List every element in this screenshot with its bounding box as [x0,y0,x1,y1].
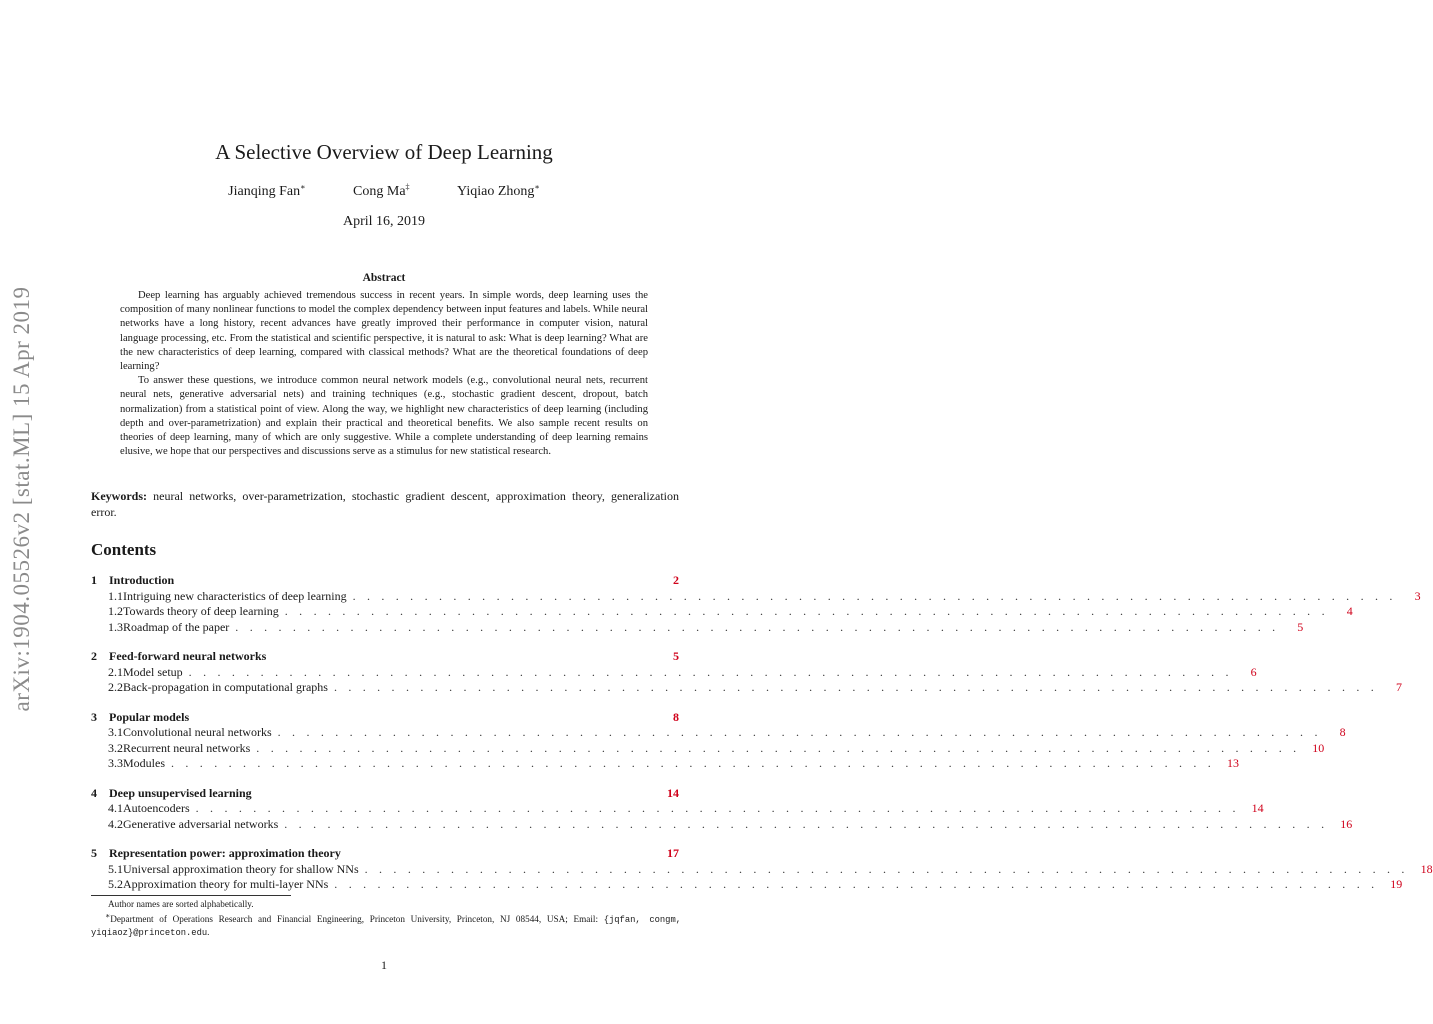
toc-leader-dots: . . . . . . . . . . . . . . . . . . . . . . . . . . . . . . . . . . . . . . . . . . . . . . . . . . . . . . . . . . . . . . . . . . . . . . . . . [256,740,1301,755]
toc-subsection[interactable] [91,756,1239,772]
toc-subsection-number: 2.1 [108,664,123,679]
toc-section[interactable] [91,573,679,589]
toc-page-link[interactable]: 14 [667,785,679,800]
toc-leader-dots: . . . . . . . . . . . . . . . . . . . . . . . . . . . . . . . . . . . . . . . . . . . . . . . . . . . . . . . . . . . . . . . . . . . . . . . . . [235,619,1280,634]
toc-section-number: 3 [91,709,97,724]
abstract-paragraph: Deep learning has arguably achieved tremendous success in recent years. In simple words, deep learning uses the composition of many nonlinear functions to model the complex dependency between input features and labels. While neural networks have a long history, recent advances have greatly improved their performance in computer vision, natural language processing, etc. From the statistical and scientific perspective, it is natural to ask: What is deep learning? What are the new characteristics of deep learning, compared with classical methods? What are the theoretical foundations of deep learning? [120,290,648,373]
toc-subsection-title: Recurrent neural networks [123,740,251,755]
toc-subsection-title: Autoencoders [123,801,190,815]
toc-section-group [91,709,1346,772]
toc-subsection-title: Back-propagation in computational graphs [123,680,328,694]
toc-leader-dots: . . . . . . . . . . . . . . . . . . . . . . . . . . . . . . . . . . . . . . . . . . . . . . . . . . . . . . . . . . . . . . . . . . . . . . . . . [188,664,1233,679]
toc-subsection-title: Towards theory of deep learning [123,604,279,618]
abstract-paragraph: To answer these questions, we introduce common neural network models (e.g., convolutional neural nets, recurrent neural nets, generative adversarial nets) and training techniques (e.g., stochastic gradient descent, dropout, batch normalization) from a statistical point of view. Along the way, we highlight new characteristics of deep learning (including depth and over-parametrization) and explain their practical and theoretical benefits. We also sample recent results on theories of deep learning, many of which are only suggestive. While a complete understanding of deep learning remains elusive, we hope that our perspectives and discussions serve as a stimulus for new statistical research. [120,375,648,458]
toc-subsection[interactable] [91,664,1257,681]
toc-leader-dots: . . . . . . . . . . . . . . . . . . . . . . . . . . . . . . . . . . . . . . . . . . . . . . . . . . . . . . . . . . . . . . . . . . . . . . . . . [277,725,1322,739]
toc-section-group [91,573,1421,635]
toc-page-link[interactable]: 8 [673,709,679,724]
toc-section-title: Representation power: approximation theory [109,846,341,860]
toc-section-group [91,785,1353,833]
toc-section[interactable] [91,649,679,665]
toc-subsection[interactable] [91,619,1304,636]
keywords-text: neural networks, over-parametrization, stochastic gradient descent, approximation theory, generalization error. [91,489,679,519]
toc-section[interactable] [91,786,679,802]
toc-subsection[interactable] [91,604,1353,620]
toc-page-link[interactable]: 10 [1312,740,1325,755]
toc-subsection[interactable] [91,740,1325,757]
toc-subsection-title: Roadmap of the paper [123,619,230,634]
keywords-label: Keywords: [91,489,147,503]
toc-leader-dots: . . . . . . . . . . . . . . . . . . . . . . . . . . . . . . . . . . . . . . . . . . . . . . . . . . . . . . . . . . . . . . . . . . . . . . . . . [333,680,1378,694]
toc-section-title: Deep unsupervised learning [109,785,252,800]
toc-subsection-title: Universal approximation theory for shallow NNs [123,861,359,876]
toc-subsection[interactable] [91,861,1433,878]
page-number: 1 [381,958,387,972]
toc-leader-dots: . . . . . . . . . . . . . . . . . . . . . . . . . . . . . . . . . . . . . . . . . . . . . . . . . . . . . . . . . . . . . . . . . . . . . . . . . [334,877,1379,891]
arxiv-sidebar-stamp: arXiv:1904.05526v2 [stat.ML] 15 Apr 2019 [9,286,34,712]
toc-leader-dots: . . . . . . . . . . . . . . . . . . . . . . . . . . . . . . . . . . . . . . . . . . . . . . . . . . . . . . . . . . . . . . . . . . . . . . . . . [364,861,1409,876]
footnote: Author names are sorted alphabetically. [108,899,254,909]
contents-heading: Contents [91,540,157,559]
toc-page-link[interactable]: 4 [1346,604,1353,618]
toc-subsection-title: Model setup [123,664,183,679]
toc-section-number: 4 [91,785,97,800]
abstract-heading: Abstract [362,272,406,284]
table-of-contents [91,573,1433,907]
toc-page-link[interactable]: 2 [673,573,679,587]
toc-leader-dots: . . . . . . . . . . . . . . . . . . . . . . . . . . . . . . . . . . . . . . . . . . . . . . . . . . . . . . . . . . . . . . . . . . . . . . . . . [284,816,1329,831]
toc-subsection-title: Approximation theory for multi-layer NNs [123,877,329,891]
toc-subsection[interactable] [91,680,1402,696]
toc-subsection[interactable] [91,588,1421,605]
toc-subsection-number: 1.2 [108,604,123,618]
toc-leader-dots: . . . . . . . . . . . . . . . . . . . . . . . . . . . . . . . . . . . . . . . . . . . . . . . . . . . . . . . . . . . . . . . . . . . . . . . . . [171,756,1215,770]
author-list [0,182,768,200]
toc-section-title: Introduction [109,573,175,587]
keywords [91,488,679,520]
toc-subsection-number: 1.3 [108,619,123,634]
toc-page-link[interactable]: 3 [1414,588,1421,603]
toc-subsection-title: Generative adversarial networks [123,816,279,831]
abstract-body [120,289,648,459]
toc-subsection-number: 1.1 [108,588,123,603]
toc-page-link[interactable]: 19 [1390,877,1403,891]
toc-page-link[interactable]: 17 [667,846,679,860]
toc-leader-dots: . . . . . . . . . . . . . . . . . . . . . . . . . . . . . . . . . . . . . . . . . . . . . . . . . . . . . . . . . . . . . . . . . . . . . . . . . [352,588,1397,603]
toc-subsection[interactable] [91,877,1403,893]
toc-page-link[interactable]: 16 [1340,816,1353,831]
toc-page-link[interactable]: 14 [1251,801,1264,815]
toc-page-link[interactable]: 6 [1250,664,1257,679]
toc-page-link[interactable]: 5 [1297,619,1304,634]
toc-subsection-number: 5.1 [108,861,123,876]
toc-page-link[interactable]: 18 [1420,861,1433,876]
footnote-rule [91,895,291,896]
author: Jianqing Fan∗ [228,182,306,199]
paper-title: A Selective Overview of Deep Learning [215,140,553,164]
toc-subsection-number: 2.2 [108,680,123,694]
toc-subsection-number: 3.1 [108,725,123,739]
toc-page-link[interactable]: 13 [1227,756,1239,770]
toc-page-link[interactable]: 8 [1339,725,1346,739]
footnote-email[interactable]: {jqfan, congm, yiqiaoz}@princeton.edu [91,915,682,939]
toc-section-number: 5 [91,846,97,860]
toc-subsection[interactable] [91,816,1353,833]
toc-section-group [91,649,1402,696]
toc-subsection-title: Convolutional neural networks [123,725,272,739]
toc-subsection-number: 4.1 [108,801,123,815]
toc-page-link[interactable]: 7 [1395,680,1402,694]
toc-section[interactable] [91,846,679,862]
toc-subsection-title: Modules [123,756,165,770]
toc-section-number: 1 [91,573,97,587]
toc-leader-dots: . . . . . . . . . . . . . . . . . . . . . . . . . . . . . . . . . . . . . . . . . . . . . . . . . . . . . . . . . . . . . . . . . . . . . . . . . [284,604,1329,618]
toc-page-link[interactable]: 5 [673,649,679,663]
toc-subsection-title: Intriguing new characteristics of deep learning [123,588,347,603]
toc-subsection-number: 4.2 [108,816,123,831]
toc-section-group [91,846,1433,893]
footnote: ∗Department of Operations Research and Financial Engineering, Princeton University, Princeton, NJ 08544, USA; Email: {jqfan, congm, yiqiaoz}@princeton.edu. [91,911,682,939]
toc-subsection-number: 3.2 [108,740,123,755]
toc-leader-dots: . . . . . . . . . . . . . . . . . . . . . . . . . . . . . . . . . . . . . . . . . . . . . . . . . . . . . . . . . . . . . . . . . . . . . . . . . [195,801,1240,815]
toc-subsection[interactable] [91,801,1264,817]
toc-subsection-number: 5.2 [108,877,123,891]
toc-section-number: 2 [91,649,97,663]
toc-section[interactable] [91,710,679,726]
toc-section-title: Popular models [109,709,190,724]
author: Cong Ma‡ [353,182,410,199]
toc-subsection-number: 3.3 [108,756,123,770]
author: Yiqiao Zhong∗ [457,182,540,199]
toc-subsection[interactable] [91,725,1346,741]
paper-date: April 16, 2019 [342,214,426,229]
toc-section-title: Feed-forward neural networks [109,649,267,663]
